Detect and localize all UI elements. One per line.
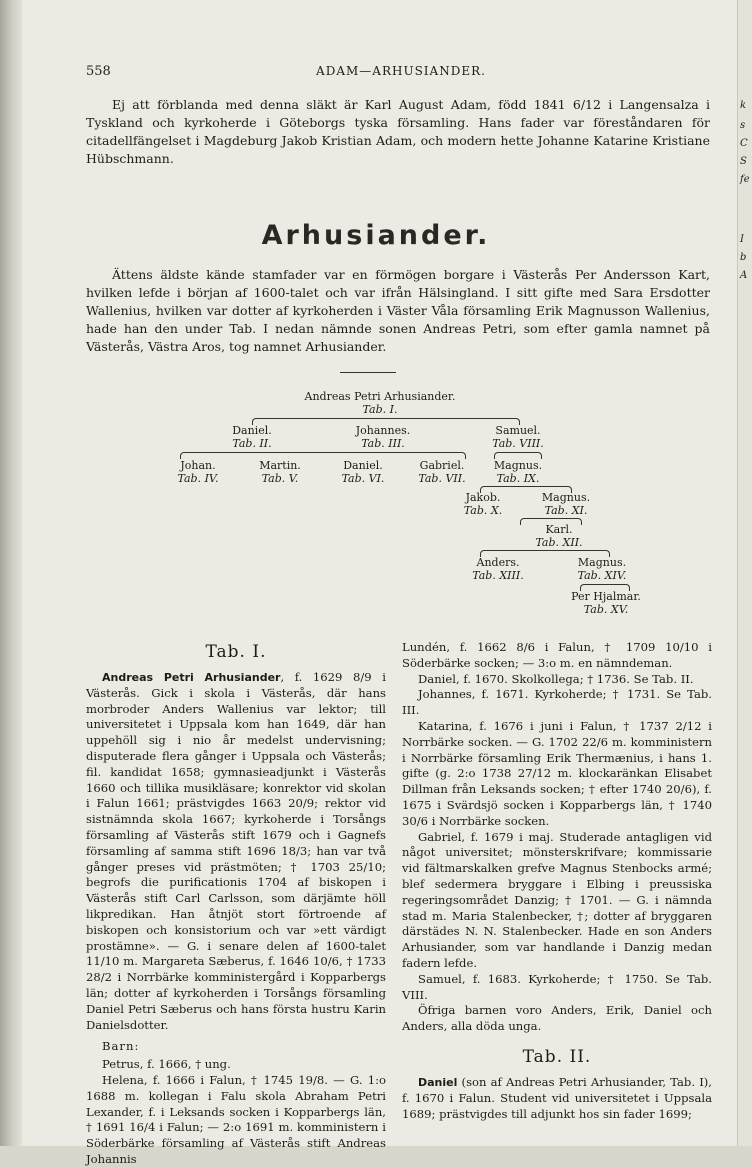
tree-node: Magnus. Tab. IX. — [493, 459, 543, 485]
tree-node: Johan. Tab. IV. — [177, 459, 219, 485]
page-number: 558 — [86, 64, 111, 79]
tree-brace — [180, 452, 466, 459]
other-children: Öfriga barnen voro Anders, Erik, Daniel och Anders, alla döda unga. — [402, 1003, 712, 1034]
family-title: Arhusiander. — [261, 220, 491, 251]
tree-node: Johannes. Tab. III. — [355, 424, 411, 450]
edge-letter: I — [740, 234, 744, 245]
child-entry: Petrus, f. 1666, † ung. — [102, 1057, 231, 1072]
tree-node: Daniel. Tab. VI. — [341, 459, 385, 485]
child-entry: Katarina, f. 1676 i juni i Falun, † 1737 2/12 i Norrbärke socken. — G. 1702 22/6 m. komministern i Norrbärke församling Erik Thermænius, i hans 1. gifte (g. 2:o 1738 27/12 m. klockaränkan Elisabet Dillman från Leksands socken; † efter 1740 20/6), f. 1675 i Svärdsjö socken i Kopparbergs län, † 1740 30/6 i Norrbärke socken. — [402, 718, 712, 828]
child-entry: Gabriel, f. 1679 i maj. Studerade antagligen vid något universitet; mönsterskrifvare; kommissarie vid fältmarskalken grefve Magnus Stenbocks armé; blef sedermera bryggare i Elbing i preussiska regeringsområdet Danzig; † 1701. — G. i nämnda stad m. Maria Stalenbecker, †; dotter af bryggaren därstädes N. N. Stalenbecker. Hade en son Anders Arhusiander, som var handlande i Danzig medan fadern lefde. — [402, 829, 712, 970]
tree-node: Gabriel. Tab. VII. — [418, 459, 466, 485]
tree-node: Magnus. Tab. XI. — [541, 491, 591, 517]
tree-node: Martin. Tab. V. — [259, 459, 301, 485]
tree-brace — [494, 452, 542, 459]
edge-letter: S — [740, 156, 747, 167]
person-bio: , f. 1629 8/9 i Västerås. Gick i skola i Västerås, där hans morbroder Anders Wallenius var lektor; till universitetet i Uppsala kom han 1649, där han uppehöll sig i nio år medelst undervisning; disputerade flera gånger i Uppsala och Västerås; fil. kandidat 1658; gymnasieadjunkt i Västerås 1660 och tillika musikläsare; konrektor vid skolan i Falun 1661; prästvigdes 1663 20/9; rektor vid sistnämnda skola 1667; kyrkoherde i Torsångs församling af Västerås stift 1679 och i Gagnefs församling af samma stift 1696 18/3; han var två gånger preses vid prästmöten; † 1703 25/10; begrofs die purificationis 1704 af biskopen i Västerås stift Carl Carlsson, som därjämte höll likpredikan. Han åtnjöt stort förtroende af biskopen och konsistorium och var »ett värdigt prostämne». — G. i senare delen af 1600-talet 11/10 m. Margareta Sæberus, f. 1646 10/6, † 1733 28/2 i Norrbärke komministergård i Kopparbergs län; dotter af kyrkoherden i Torsångs församling Daniel Petri Sæberus och hans första hustru Karin Danielsdotter. — [86, 670, 386, 1032]
tree-node: Magnus. Tab. XIV. — [577, 556, 627, 582]
edge-letter: A — [740, 270, 748, 281]
person-name: Daniel — [418, 1075, 458, 1089]
left-column — [86, 640, 386, 1168]
tree-node: Samuel. Tab. VIII. — [492, 424, 544, 450]
tree-node: Daniel. Tab. II. — [232, 424, 272, 450]
tree-node: Karl. Tab. XII. — [535, 523, 583, 549]
edge-letter: k — [740, 100, 747, 111]
person-name: Andreas Petri Arhusiander — [102, 671, 281, 684]
tab1-entry — [86, 670, 386, 1033]
child-entry: Helena, f. 1666 i Falun, † 1745 19/8. — G. 1:o 1688 m. kollegan i Falu skola Abraham Petri Lexander, f. i Leksands socken i Kopparbergs län, † 1691 16/4 i Falun; — 2:o 1691 m. komministern i Söderbärke församling af Västerås stift Andreas Johannis — [86, 1072, 386, 1166]
tab-heading: Tab. I. — [205, 642, 267, 662]
tab-heading: Tab. II. — [522, 1046, 592, 1067]
edge-letter: C — [740, 138, 748, 149]
tab2-entry — [402, 1075, 712, 1122]
tree-node: Anders. Tab. XIII. — [472, 556, 524, 582]
tree-node: Per Hjalmar. Tab. XV. — [571, 590, 641, 616]
person-bio: (son af Andreas Petri Arhusiander, Tab. I), f. 1670 i Falun. Student vid universitetet i Uppsala 1689; prästvigdes till adjunkt hos sin fader 1699; — [402, 1074, 712, 1121]
family-intro-paragraph: Ättens äldste kände stamfader var en förmögen borgare i Västerås Per Andersson Kart, hvilken lefde i början af 1600-talet och var ifrån Hälsingland. I sitt gifte med Sara Ersdotter Wallenius, hvilken var dotter af kyrkoherden i Väster Våla församling Erik Magnusson Wallenius, hade han den under Tab. I nedan nämnde sonen Andreas Petri, som efter gamla namnet på Västerås, Västra Aros, tog namnet Arhusiander. — [86, 267, 710, 354]
edge-letter: s — [740, 120, 746, 131]
intro-paragraph: Ej att förblanda med denna släkt är Karl August Adam, född 1841 6/12 i Langensalza i Tyskland och kyrkoherde i Göteborgs tyska församling. Hans fader var föreståndaren för citadellfängelset i Magdeburg Jakob Kristian Adam, och modern hette Johanne Katarine Kristiane Hübschmann. — [86, 97, 710, 166]
child-entry: Samuel, f. 1683. Kyrkoherde; † 1750. Se Tab. VIII. — [402, 971, 712, 1002]
child-entry-continued: Lundén, f. 1662 8/6 i Falun, † 1709 10/10 i Söderbärke socken; — 3:o m. en nämndeman. — [402, 640, 712, 670]
right-column — [402, 640, 712, 1122]
child-entry: Daniel, f. 1670. Skolkollega; † 1736. Se Tab. II. — [418, 671, 694, 686]
running-title: ADAM—ARHUSIANDER. — [316, 64, 486, 78]
tree-node-root: Andreas Petri Arhusiander. Tab. I. — [304, 390, 456, 416]
child-entry: Johannes, f. 1671. Kyrkoherde; † 1731. Se Tab. III. — [402, 687, 712, 718]
tree-node: Jakob. Tab. X. — [463, 491, 503, 517]
children-label: Barn: — [102, 1039, 140, 1054]
edge-letter: fe — [740, 174, 750, 185]
edge-letter: b — [740, 252, 747, 263]
